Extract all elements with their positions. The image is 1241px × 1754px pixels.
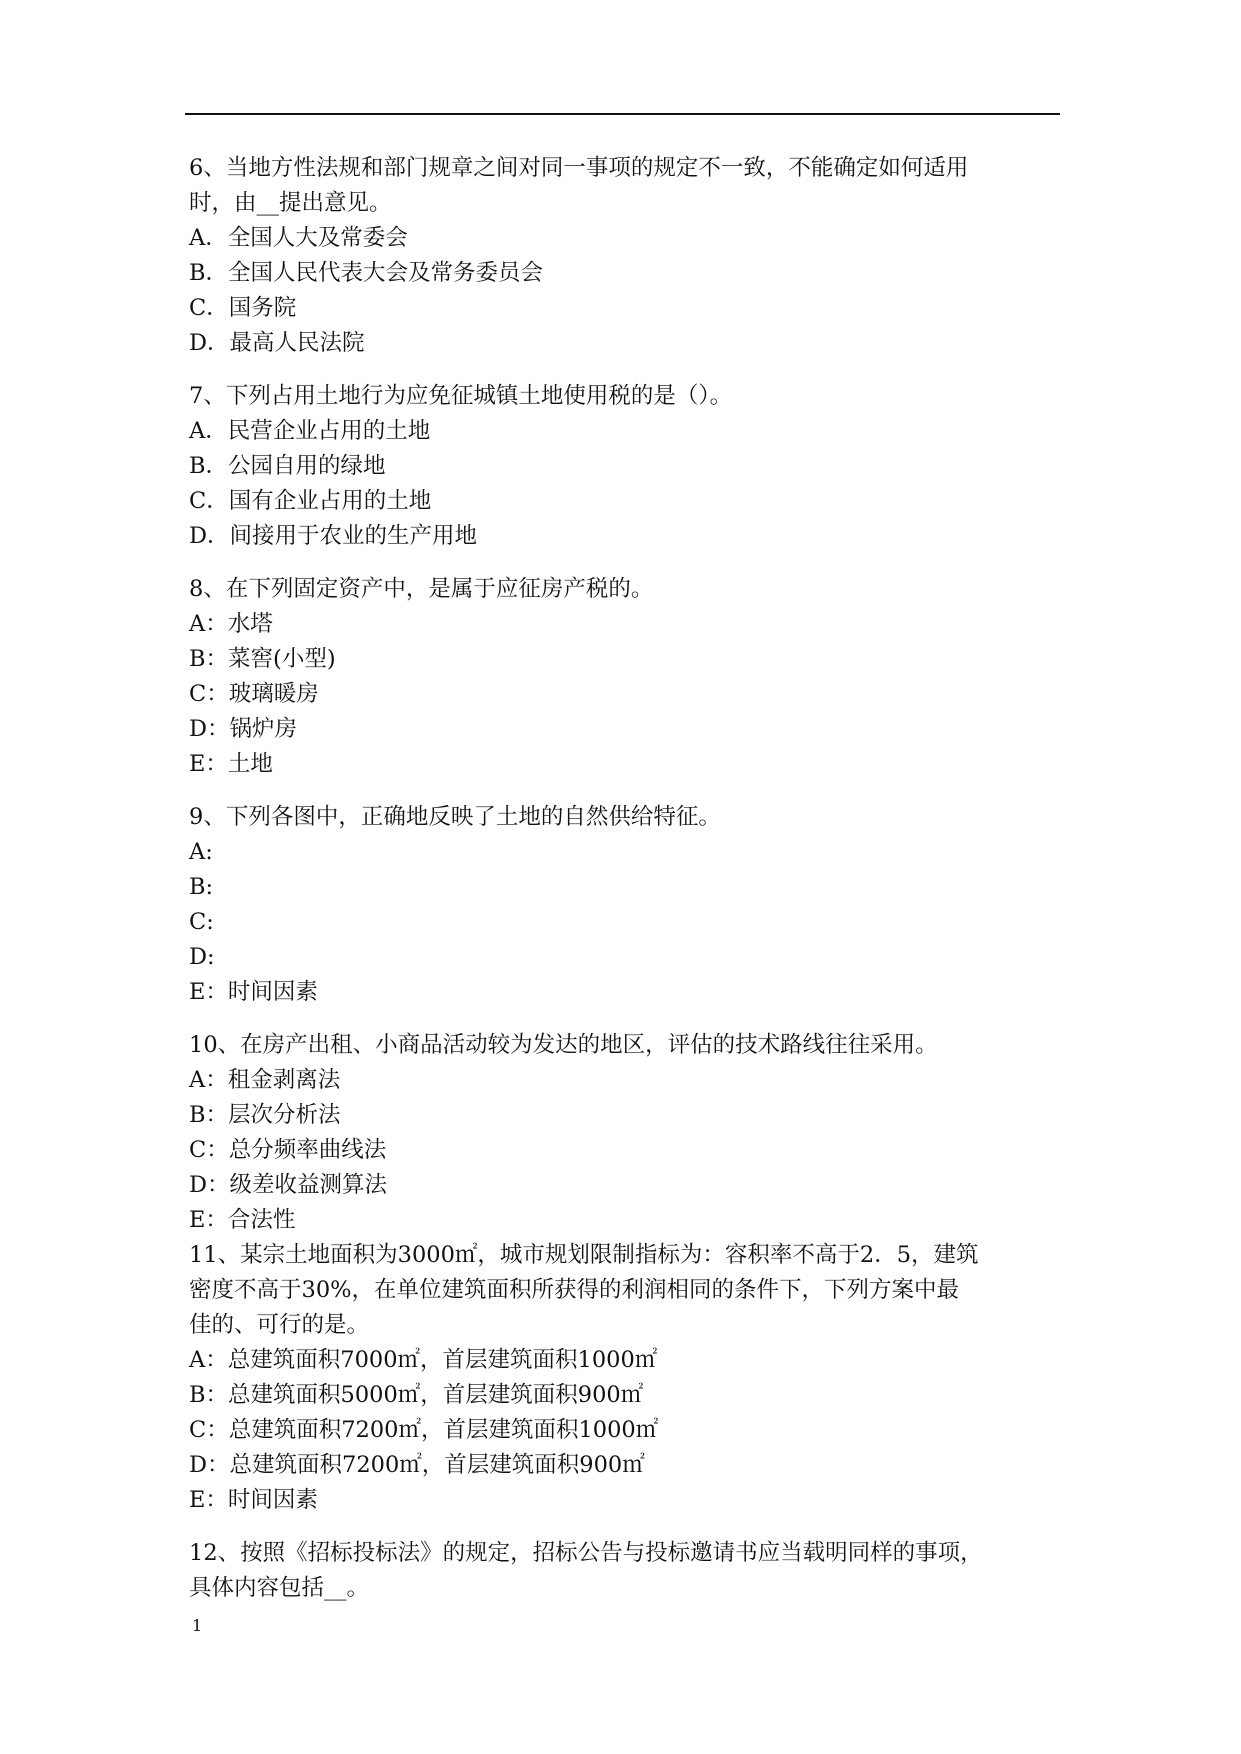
header-rule [185, 113, 1060, 115]
answer-option: B．公园自用的绿地 [189, 453, 386, 479]
question-text: 11、某宗土地面积为3000㎡，城市规划限制指标为：容积率不高于2．5，建筑 [189, 1242, 979, 1268]
answer-option: A: [189, 839, 213, 865]
question-text: 10、在房产出租、小商品活动较为发达的地区，评估的技术路线往往采用。 [189, 1032, 938, 1058]
question-text: 时，由__提出意见。 [189, 190, 392, 216]
answer-option: A．民营企业占用的土地 [189, 418, 431, 444]
answer-option: A：租金剥离法 [189, 1067, 341, 1093]
question-text: 8、在下列固定资产中，是属于应征房产税的。 [189, 576, 654, 602]
answer-option: E：土地 [189, 751, 273, 777]
answer-option: C．国务院 [189, 295, 297, 321]
answer-option: C．国有企业占用的土地 [189, 488, 432, 514]
question-text: 12、按照《招标投标法》的规定，招标公告与投标邀请书应当载明同样的事项， [189, 1540, 983, 1566]
question-12 [189, 1536, 1069, 1606]
question-text: 密度不高于30%，在单位建筑面积所获得的利润相同的条件下，下列方案中最 [189, 1277, 960, 1303]
question-text: 7、下列占用土地行为应免征城镇土地使用税的是（）。 [189, 383, 733, 409]
answer-option: B：总建筑面积5000㎡，首层建筑面积900㎡ [189, 1382, 644, 1408]
question-text: 6、当地方性法规和部门规章之间对同一事项的规定不一致，不能确定如何适用 [189, 155, 969, 181]
answer-option: E：时间因素 [189, 1487, 318, 1513]
answer-option: C: [189, 909, 214, 935]
question-10 [189, 1028, 1069, 1238]
page-number: 1 [192, 1616, 203, 1635]
answer-option: D：级差收益测算法 [189, 1172, 388, 1198]
answer-option: C：总分频率曲线法 [189, 1137, 387, 1163]
question-11 [189, 1238, 1069, 1518]
answer-option: A：总建筑面积7000㎡，首层建筑面积1000㎡ [189, 1347, 658, 1373]
question-9 [189, 800, 1069, 1010]
answer-option: B：菜窖(小型) [189, 646, 336, 672]
question-text: 9、下列各图中，正确地反映了土地的自然供给特征。 [189, 804, 721, 830]
answer-option: C：玻璃暖房 [189, 681, 319, 707]
question-6 [189, 151, 1069, 361]
answer-option: B．全国人民代表大会及常务委员会 [189, 260, 544, 286]
question-text: 具体内容包括__。 [189, 1575, 370, 1601]
answer-option: A：水塔 [189, 611, 273, 637]
answer-option: B：层次分析法 [189, 1102, 341, 1128]
question-7 [189, 379, 1069, 554]
answer-option: A．全国人大及常委会 [189, 225, 408, 251]
question-text: 佳的、可行的是。 [189, 1312, 370, 1338]
answer-option: C：总建筑面积7200㎡，首层建筑面积1000㎡ [189, 1417, 659, 1443]
answer-option: D．间接用于农业的生产用地 [189, 523, 478, 549]
answer-option: D：总建筑面积7200㎡，首层建筑面积900㎡ [189, 1452, 645, 1478]
answer-option: B: [189, 874, 214, 900]
question-8 [189, 572, 1069, 782]
answer-option: D: [189, 944, 215, 970]
answer-option: D．最高人民法院 [189, 330, 365, 356]
answer-option: E：合法性 [189, 1207, 296, 1233]
answer-option: E：时间因素 [189, 979, 318, 1005]
question-list [189, 151, 1069, 1606]
answer-option: D：锅炉房 [189, 716, 298, 742]
